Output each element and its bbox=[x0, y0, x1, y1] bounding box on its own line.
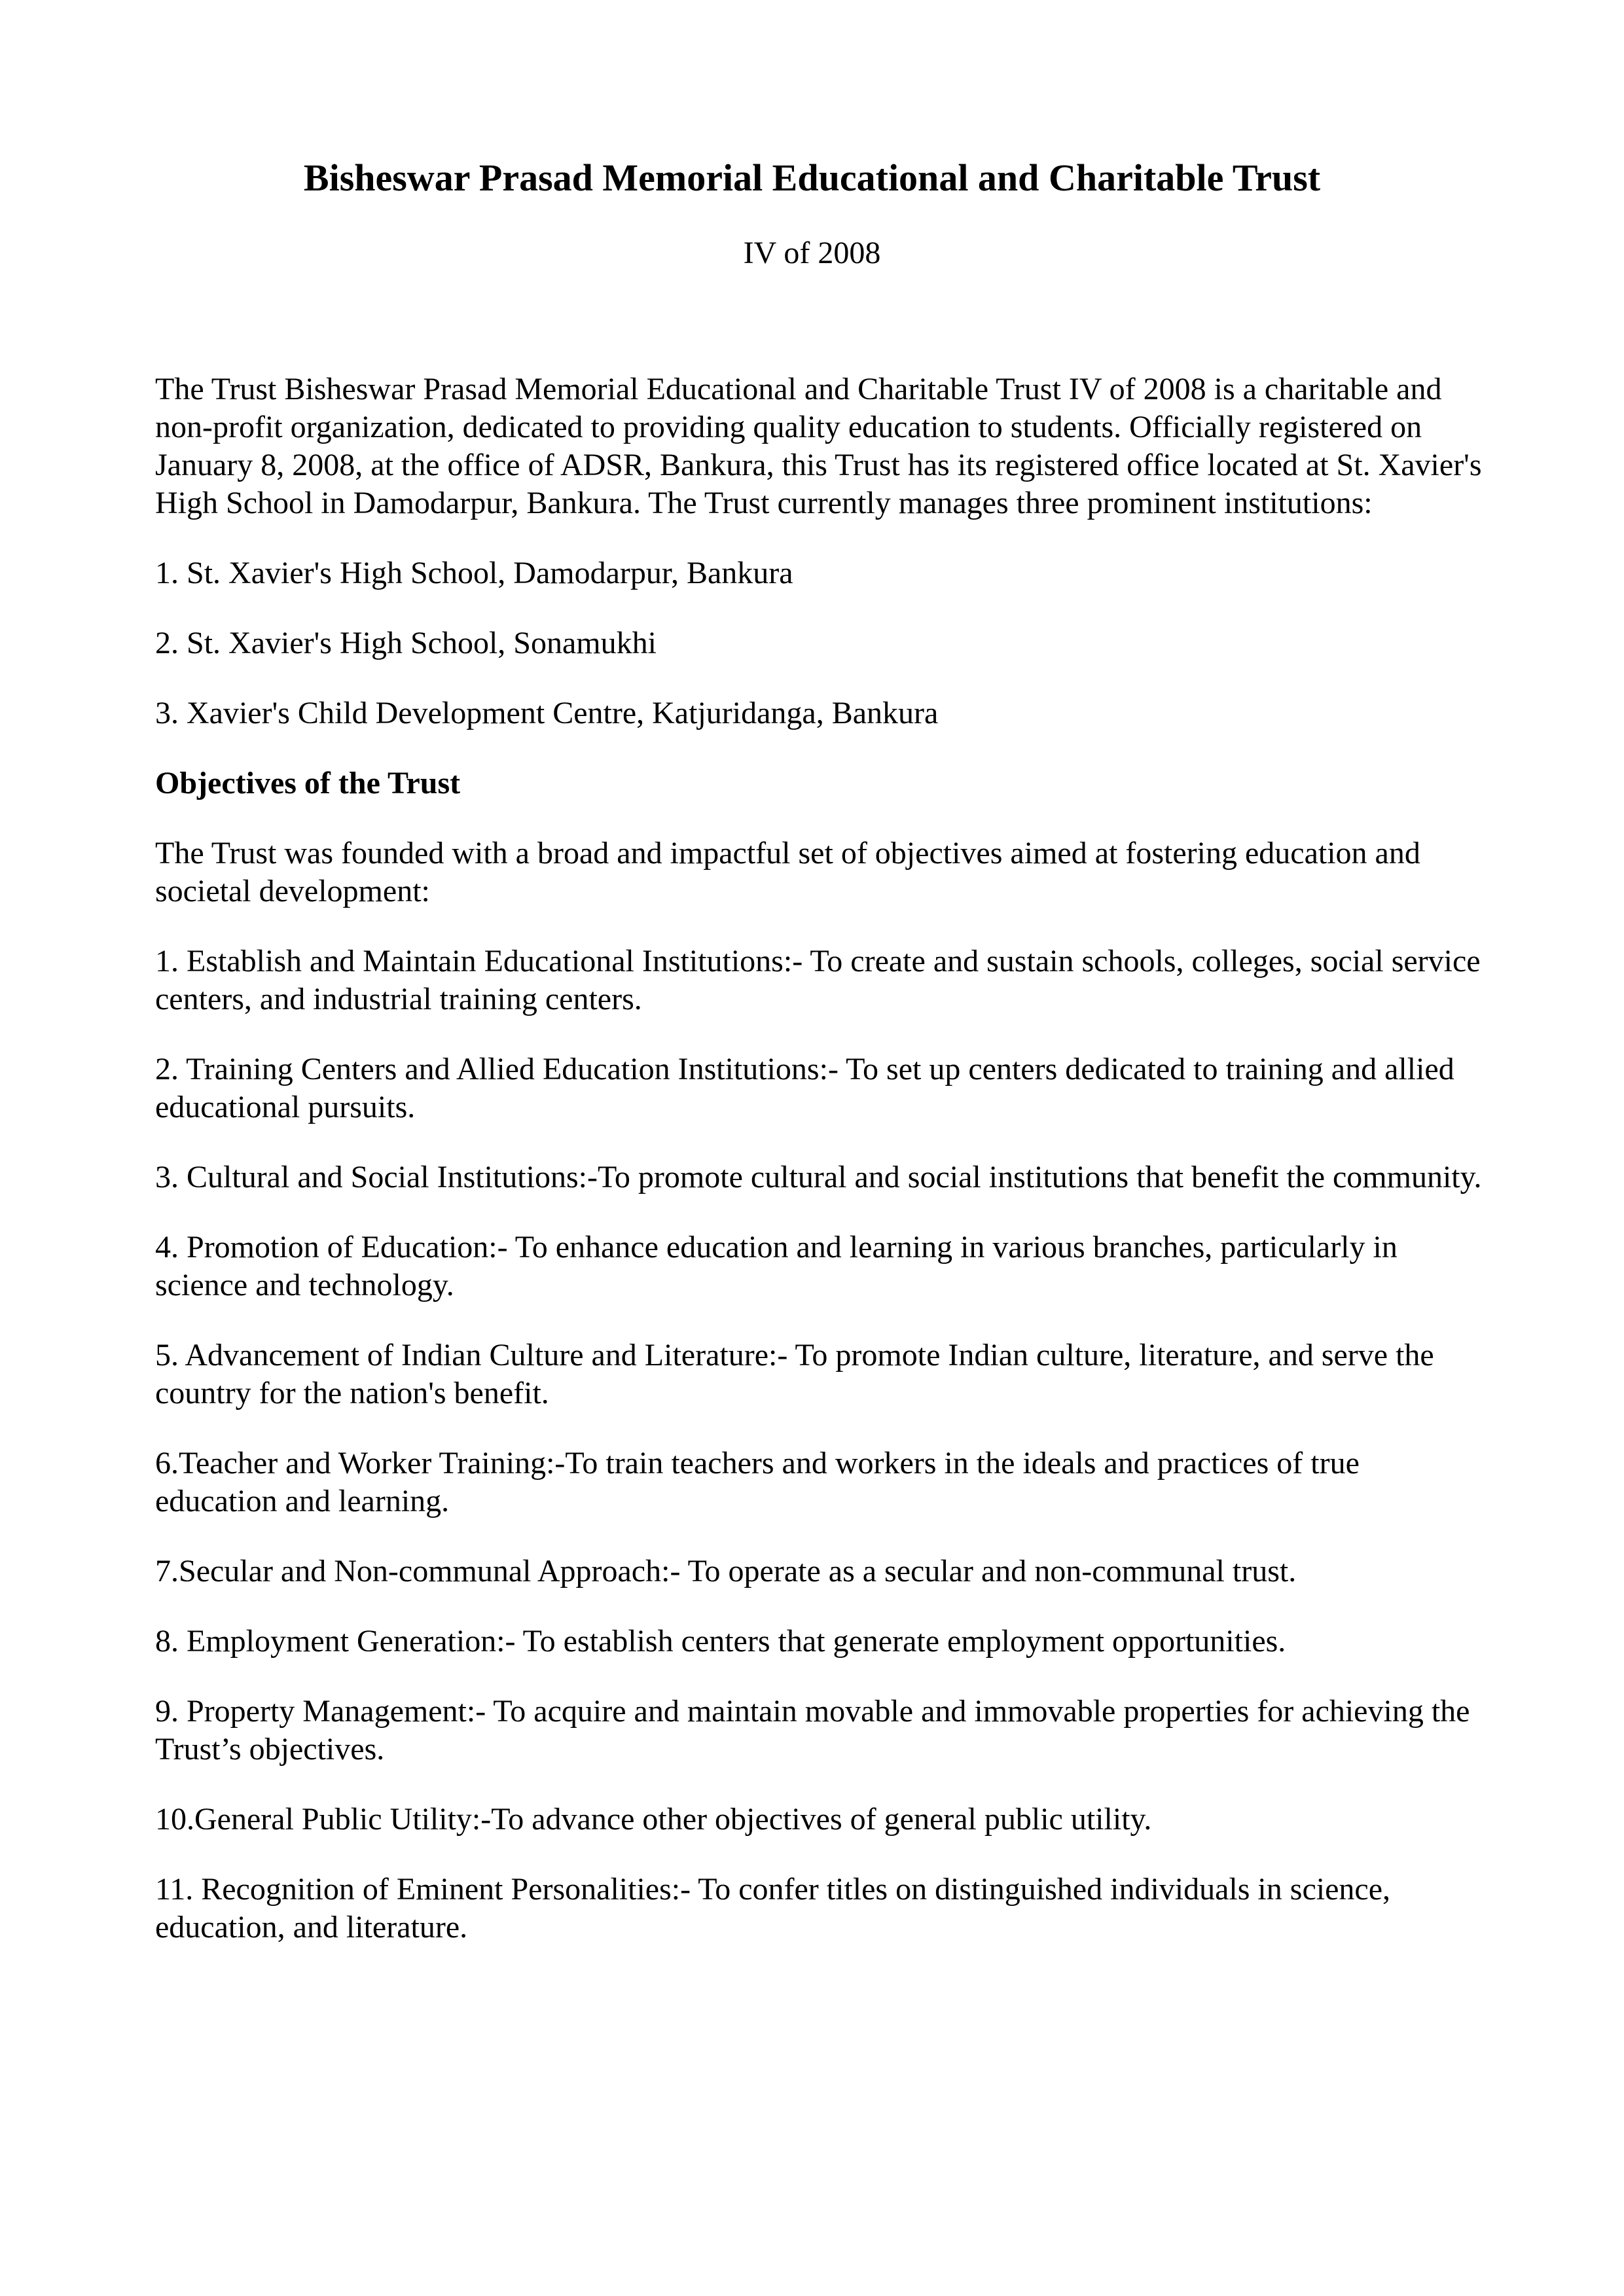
intro-paragraph: The Trust Bisheswar Prasad Memorial Educational and Charitable Trust IV of 2008 is a charitable and non-profit organization, dedicated to providing quality education to students. Officially registered on January 8, 2008, at the office of ADSR, Bankura, this Trust has its registered office located at St. Xavier's High School in Damodarpur, Bankura. The Trust currently manages three prominent institutions: bbox=[155, 372, 1482, 520]
institution-item: 2. St. Xavier's High School, Sonamukhi bbox=[155, 626, 657, 660]
objective-item: 5. Advancement of Indian Culture and Literature:- To promote Indian culture, literature, and serve the country for the nation's benefit. bbox=[155, 1338, 1434, 1410]
objectives-heading: Objectives of the Trust bbox=[155, 766, 461, 800]
objective-item: 10.General Public Utility:-To advance other objectives of general public utility. bbox=[155, 1802, 1152, 1837]
objective-item: 9. Property Management:- To acquire and maintain movable and immovable properties for achieving the Trust’s objectives. bbox=[155, 1694, 1470, 1767]
objectives-intro: The Trust was founded with a broad and impactful set of objectives aimed at fostering education and societal development: bbox=[155, 836, 1420, 908]
document-title: Bisheswar Prasad Memorial Educational and Charitable Trust bbox=[303, 156, 1321, 199]
objectives-list bbox=[155, 942, 1484, 1946]
document-subtitle: IV of 2008 bbox=[743, 236, 881, 270]
document-body bbox=[155, 370, 1484, 1979]
objective-item: 6.Teacher and Worker Training:-To train teachers and workers in the ideals and practices of true education and learning. bbox=[155, 1446, 1360, 1518]
objective-item: 11. Recognition of Eminent Personalities:- To confer titles on distinguished individuals in science, education, and literature. bbox=[155, 1872, 1390, 1945]
objective-item: 3. Cultural and Social Institutions:-To promote cultural and social institutions that benefit the community. bbox=[155, 1160, 1482, 1194]
institutions-list bbox=[155, 554, 1484, 732]
objective-item: 2. Training Centers and Allied Education Institutions:- To set up centers dedicated to training and allied educational pursuits. bbox=[155, 1052, 1454, 1124]
objective-item: 7.Secular and Non-communal Approach:- To operate as a secular and non-communal trust. bbox=[155, 1554, 1297, 1588]
objective-item: 8. Employment Generation:- To establish centers that generate employment opportunities. bbox=[155, 1624, 1286, 1659]
institution-item: 1. St. Xavier's High School, Damodarpur, Bankura bbox=[155, 556, 793, 590]
objective-item: 1. Establish and Maintain Educational Institutions:- To create and sustain schools, colleges, social service centers, and industrial training centers. bbox=[155, 944, 1481, 1016]
institution-item: 3. Xavier's Child Development Centre, Katjuridanga, Bankura bbox=[155, 696, 939, 730]
objective-item: 4. Promotion of Education:- To enhance education and learning in various branches, particularly in science and technology. bbox=[155, 1230, 1398, 1302]
